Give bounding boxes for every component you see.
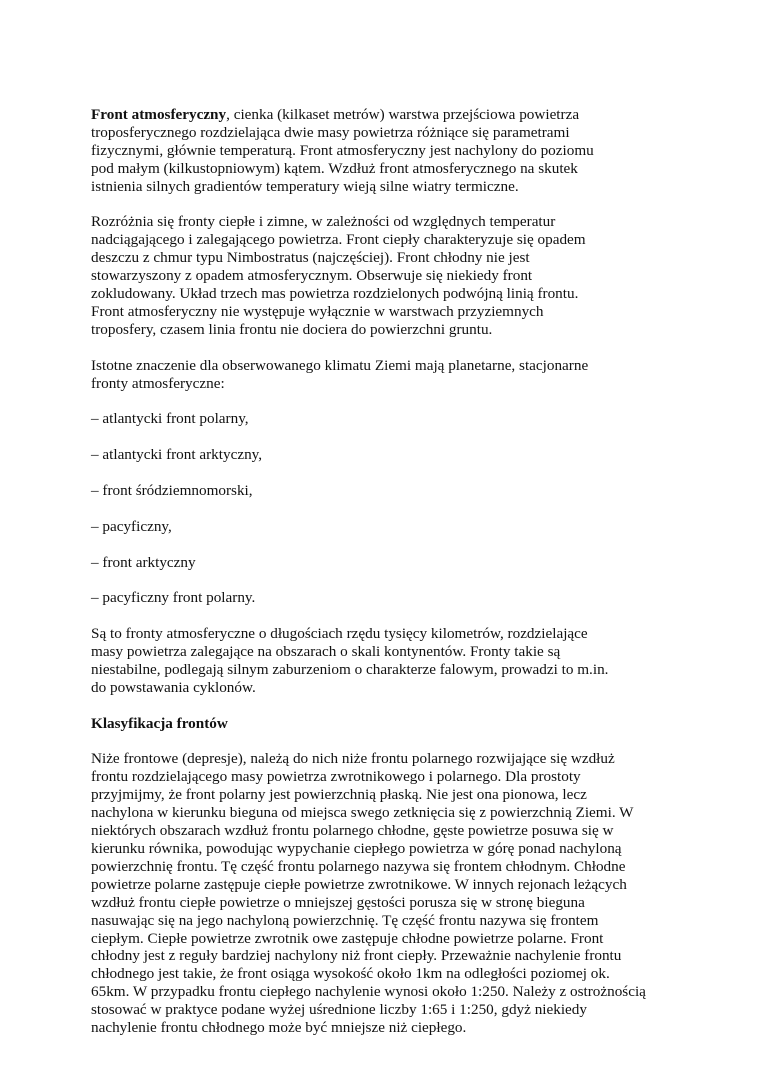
section-heading: Klasyfikacja frontów [91, 714, 228, 732]
fronts-list [91, 410, 670, 607]
paragraph-line: zokludowany. Układ trzech mas powietrza rozdzielonych podwójną linią frontu. [91, 285, 579, 303]
intro-line: fizycznymi, głównie temperaturą. Front atmosferyczny jest nachylony do poziomu [91, 141, 594, 159]
paragraph-line: wzdłuż frontu ciepłe powietrze o mniejszej gęstości porusza się w stronę bieguna [91, 893, 585, 911]
intro-line-text: , cienka (kilkaset metrów) warstwa przejściowa powietrza [226, 106, 580, 123]
list-item: – atlantycki front polarny, [91, 410, 249, 428]
paragraph-line: stowarzyszony z opadem atmosferycznym. Obserwuje się niekiedy front [91, 267, 533, 285]
list-item: – atlantycki front arktyczny, [91, 446, 263, 464]
paragraph-line: Rozróżnia się fronty ciepłe i zimne, w zależności od względnych temperatur [91, 213, 556, 231]
planetary-fronts-paragraph [91, 357, 670, 393]
intro-line [91, 106, 670, 124]
intro-line: pod małym (kilkustopniowym) kątem. Wzdłuż front atmosferycznego na skutek [91, 159, 578, 177]
classification-paragraph [91, 750, 670, 1037]
paragraph-line: frontu rozdzielającego masy powietrza zwrotnikowego i polarnego. Dla prostoty [91, 768, 581, 786]
paragraph-line: troposfery, czasem linia frontu nie dociera do powierzchni gruntu. [91, 320, 493, 338]
paragraph-line: przyjmijmy, że front polarny jest powierzchnią płaską. Nie jest ona pionowa, lecz [91, 786, 587, 804]
paragraph-line: niestabilne, podlegają silnym zaburzeniom o charakterze falowym, prowadzi to m.in. [91, 660, 609, 678]
fronts-scale-paragraph [91, 625, 670, 697]
paragraph-line: do powstawania cyklonów. [91, 678, 256, 696]
paragraph-line: Front atmosferyczny nie występuje wyłącznie w warstwach przyziemnych [91, 302, 544, 320]
paragraph-line: chłodnego jest takie, że front osiąga wysokość około 1km na odległości poziomej ok. [91, 965, 610, 983]
paragraph-line: masy powietrza zalegające na obszarach o skali kontynentów. Fronty takie są [91, 643, 561, 661]
list-item: – front śródziemnomorski, [91, 481, 253, 499]
paragraph-line: 65km. W przypadku frontu ciepłego nachylenie wynosi około 1:250. Należy z ostrożnością [91, 983, 646, 1001]
paragraph-line: Niże frontowe (depresje), należą do nich niże frontu polarnego rozwijające się wzdłuż [91, 750, 615, 768]
list-item: – pacyficzny front polarny. [91, 589, 256, 607]
paragraph-line: fronty atmosferyczne: [91, 374, 225, 392]
intro-paragraph [91, 106, 670, 196]
paragraph-line: chłodny jest z reguły bardziej nachylony niż front ciepły. Przeważnie nachylenie frontu [91, 947, 622, 965]
intro-term: Front atmosferyczny [91, 106, 227, 123]
paragraph-line: niektórych obszarach wzdłuż frontu polarnego chłodne, gęste powietrze posuwa się w [91, 822, 614, 840]
intro-line: troposferycznego rozdzielająca dwie masy powietrza różniące się parametrami [91, 123, 570, 141]
list-item: – pacyficzny, [91, 517, 172, 535]
paragraph-line: nachylenie frontu chłodnego może być mniejsze niż ciepłego. [91, 1019, 467, 1037]
fronts-types-paragraph [91, 213, 670, 338]
paragraph-line: nasuwając się na jego nachyloną powierzchnię. Tę część frontu nazywa się frontem [91, 911, 599, 929]
paragraph-line: powierzchnię frontu. Tę część frontu polarnego nazywa się frontem chłodnym. Chłodne [91, 857, 626, 875]
paragraph-line: kierunku równika, powodując wypychanie ciepłego powietrza w górę ponad nachyloną [91, 839, 622, 857]
paragraph-line: Istotne znaczenie dla obserwowanego klimatu Ziemi mają planetarne, stacjonarne [91, 356, 589, 374]
paragraph-line: stosować w praktyce podane wyżej uśrednione liczby 1:65 i 1:250, gdyż niekiedy [91, 1001, 587, 1019]
intro-line: istnienia silnych gradientów temperatury wieją silne wiatry termiczne. [91, 177, 519, 195]
paragraph-line: ciepłym. Ciepłe powietrze zwrotnik owe zastępuje chłodne powietrze polarne. Front [91, 929, 604, 947]
list-item: – front arktyczny [91, 553, 196, 571]
paragraph-line: nadciągającego i zalegającego powietrza. Front ciepły charakteryzuje się opadem [91, 231, 586, 249]
paragraph-line: powietrze polarne zastępuje ciepłe powietrze zwrotnikowe. W innych rejonach leżących [91, 875, 627, 893]
paragraph-line: deszczu z chmur typu Nimbostratus (najczęściej). Front chłodny nie jest [91, 249, 530, 267]
paragraph-line: nachylona w kierunku bieguna od miejsca swego zetknięcia się z powierzchnią Ziemi. W [91, 804, 634, 822]
paragraph-line: Są to fronty atmosferyczne o długościach rzędu tysięcy kilometrów, rozdzielające [91, 625, 588, 643]
